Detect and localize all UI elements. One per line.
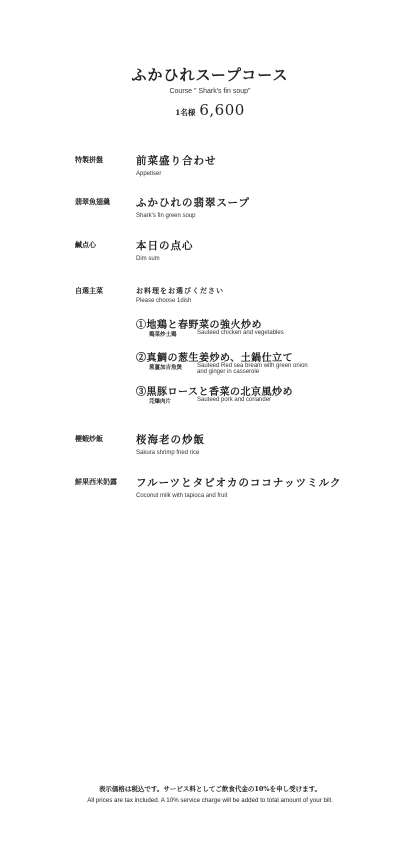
- dish-name-en: Sakura shrimp fried rice: [136, 450, 200, 456]
- tax-note-jp: 表示価格は税込です。サービス料としてご飲食代金の10%を申し受けます。: [98, 785, 322, 793]
- course-category: 自選主菜: [75, 286, 103, 295]
- option-name-cn: 鶏菜炒土鶏: [149, 332, 177, 338]
- dish-name-en: Coconut milk with tapioca and fruit: [136, 493, 228, 499]
- course-category: 鹹点心: [75, 240, 96, 249]
- dish-name-en: Shark's fin green soup: [136, 213, 196, 219]
- option-name-jp: ③黒豚ロースと香菜の北京風炒め: [136, 387, 293, 398]
- course-price: [0, 100, 420, 119]
- option-name-en-line1: Sauteed Red sea bream with green onion: [197, 363, 308, 369]
- option-name-cn: 葱薑加吉魚煲: [149, 365, 183, 371]
- price-per-person: 1名様: [175, 108, 196, 117]
- option-name-en-line2: and ginger in casserole: [197, 369, 260, 375]
- price-amount: 6,600: [199, 101, 245, 119]
- dish-name-jp: フルーツとタピオカのココナッツミルク: [136, 477, 342, 489]
- dish-name-en: Appetiser: [136, 171, 162, 177]
- course-category: 特製拼盤: [75, 155, 103, 164]
- choose-instruction-jp: お料理をお選びください: [136, 286, 224, 295]
- course-category: 翡翠魚翅羹: [75, 197, 110, 206]
- option-name-en: [197, 363, 308, 375]
- dish-name-jp: 本日の点心: [136, 240, 194, 252]
- option-name-en: Sauteed chicken and vegetables: [197, 330, 284, 336]
- choose-instruction-en: Please choose 1dish: [136, 298, 192, 304]
- option-name-jp: ②真鯛の葱生姜炒め、土鍋仕立て: [136, 353, 294, 364]
- course-title: ふかひれスープコース: [131, 66, 289, 84]
- dish-name-jp: 桜海老の炒飯: [136, 434, 205, 446]
- dish-name-en: Dim sum: [136, 256, 160, 262]
- option-name-jp: ①地鶏と春野菜の強火炒め: [136, 320, 262, 331]
- option-name-en: Sauteed pork and coriander: [197, 397, 272, 403]
- option-name-cn: 芫爆肉片: [149, 399, 172, 405]
- course-category: 櫻蝦炒飯: [75, 434, 103, 443]
- course-subtitle: Course " Shark's fin soup": [169, 88, 251, 95]
- tax-note-en: All prices are tax included. A 10% service charge will be added to total amount of your bill.: [87, 797, 333, 804]
- dish-name-jp: 前菜盛り合わせ: [136, 155, 217, 167]
- course-category: 鮮果西米奶露: [75, 477, 117, 486]
- dish-name-jp: ふかひれの翡翠スープ: [136, 197, 250, 209]
